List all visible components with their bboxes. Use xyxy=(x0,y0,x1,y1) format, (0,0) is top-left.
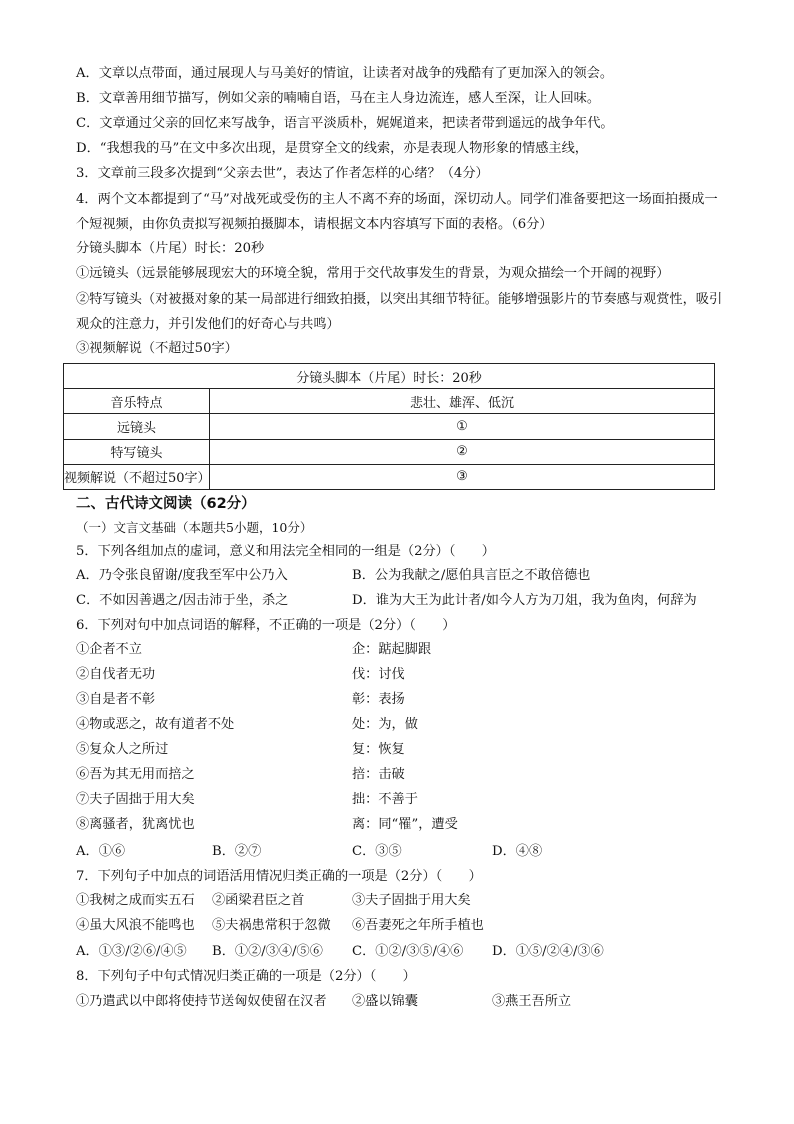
q5-option-d: D．谁为大王为此计者/如今人方为刀俎，我为鱼肉，何辞为 xyxy=(352,593,697,608)
q6-explanation: 掊：击破 xyxy=(352,767,405,782)
option-c: C．文章通过父亲的回忆来写战争，语言平淡质朴，娓娓道来，把读者带到遥远的战争年代。 xyxy=(76,116,614,131)
question-3: 3．文章前三段多次提到“父亲去世”，表达了作者怎样的心绪？（4分） xyxy=(76,166,489,181)
q7-item: ④虽大风浪不能鸣也 xyxy=(76,918,195,933)
option-a: A．文章以点带面，通过展现人与马美好的情谊，让读者对战争的残酷有了更加深入的领会。 xyxy=(76,66,614,81)
q8-item: ①乃遣武以中郎将使持节送匈奴使留在汉者 xyxy=(76,994,327,1009)
q6-option-b: B．②⑦ xyxy=(212,844,262,859)
q5-option-b: B．公为我献之/愿伯具言臣之不敢倍德也 xyxy=(352,568,591,583)
subsection-heading: （一）文言文基础（本题共5小题，10分） xyxy=(76,520,313,535)
q7-item: ③夫子固拙于用大矣 xyxy=(352,893,471,908)
q5-option-c: C．不如因善遇之/因击沛于坐，杀之 xyxy=(76,593,289,608)
table-cell-value: ① xyxy=(210,414,715,439)
q6-explanation: 伐：讨伐 xyxy=(352,667,405,682)
q8-item: ②盛以锦囊 xyxy=(352,994,418,1009)
table-cell-label: 特写镜头 xyxy=(64,439,210,464)
q6-explanation: 离：同“罹”，遭受 xyxy=(352,817,458,832)
question-4: 4．两个文本都提到了“马”对战死或受伤的主人不离不弃的场面，深切动人。同学们准备要把这一场面拍摄成一个短视频，由你负责拟写视频拍摄脚本，请根据文本内容填写下面的表格。（6分） xyxy=(76,192,718,232)
question-7: 7．下列句子中加点的词语活用情况归类正确的一项是（2分）（ ） xyxy=(76,869,482,884)
q7-option-d: D．①⑤/②④/③⑥ xyxy=(492,944,604,959)
q6-option-d: D．④⑧ xyxy=(492,844,543,859)
q7-item: ⑥吾妻死之年所手植也 xyxy=(352,918,484,933)
table-cell-value: 悲壮、雄浑、低沉 xyxy=(210,389,715,414)
table-title: 分镜头脚本（片尾）时长：20秒 xyxy=(64,364,715,389)
question-6: 6．下列对句中加点词语的解释，不正确的一项是（2分）（ ） xyxy=(76,618,456,633)
table-cell-label: 远镜头 xyxy=(64,414,210,439)
table-row xyxy=(64,464,715,489)
option-b: B．文章善用细节描写，例如父亲的喃喃自语，马在主人身边流连，感人至深，让人回味。 xyxy=(76,91,600,106)
note-long-shot: ①远镜头（远景能够展现宏大的环境全貌，常用于交代故事发生的背景，为观众描绘一个开阔的视野） xyxy=(76,266,670,281)
q6-sentence: ⑥吾为其无用而掊之 xyxy=(76,767,195,782)
table-row xyxy=(64,439,715,464)
note-closeup: ②特写镜头（对被摄对象的某一局部进行细致拍摄，以突出其细节特征。能够增强影片的节奏感与观赏性，吸引观众的注意力，并引发他们的好奇心与共鸣） xyxy=(76,292,723,332)
q6-option-a: A．①⑥ xyxy=(76,844,126,859)
q5-option-a: A．乃令张良留谢/度我至军中公乃入 xyxy=(76,568,288,583)
table-cell-label: 音乐特点 xyxy=(64,389,210,414)
note-narration: ③视频解说（不超过50字） xyxy=(76,341,238,356)
table-cell-value: ③ xyxy=(210,464,715,489)
q6-option-c: C．③⑤ xyxy=(352,844,402,859)
q7-item: ②函梁君臣之首 xyxy=(212,893,305,908)
q7-option-a: A．①③/②⑥/④⑤ xyxy=(76,944,187,959)
script-header-text: 分镜头脚本（片尾）时长：20秒 xyxy=(76,241,265,256)
q6-sentence: ⑦夫子固拙于用大矣 xyxy=(76,792,195,807)
q6-explanation: 复：恢复 xyxy=(352,742,405,757)
q6-sentence: ⑤复众人之所过 xyxy=(76,742,169,757)
q8-item: ③燕王吾所立 xyxy=(492,994,572,1009)
question-5: 5．下列各组加点的虚词，意义和用法完全相同的一组是（2分）（ ） xyxy=(76,544,495,559)
q7-item: ⑤夫祸患常积于忽微 xyxy=(212,918,331,933)
q6-sentence: ⑧离骚者，犹离忧也 xyxy=(76,817,195,832)
table-row xyxy=(64,414,715,439)
storyboard-table xyxy=(63,363,715,490)
section-heading: 二、古代诗文阅读（62分） xyxy=(76,496,256,512)
table-cell-value: ② xyxy=(210,439,715,464)
q6-sentence: ④物或恶之，故有道者不处 xyxy=(76,717,235,732)
option-d: D．“我想我的马”在文中多次出现，是贯穿全文的线索，亦是表现人物形象的情感主线， xyxy=(76,141,588,156)
q6-explanation: 彰：表扬 xyxy=(352,692,405,707)
q6-explanation: 企：踮起脚跟 xyxy=(352,642,432,657)
q6-explanation: 处：为，做 xyxy=(352,717,418,732)
q6-explanation: 拙：不善于 xyxy=(352,792,418,807)
q6-sentence: ①企者不立 xyxy=(76,642,142,657)
table-row xyxy=(64,389,715,414)
question-8: 8．下列句子中句式情况归类正确的一项是（2分）（ ） xyxy=(76,969,416,984)
q7-item: ①我树之成而实五石 xyxy=(76,893,195,908)
table-cell-label: 视频解说（不超过50字） xyxy=(64,464,210,489)
table-row xyxy=(64,364,715,389)
q6-sentence: ③自是者不彰 xyxy=(76,692,156,707)
q7-option-c: C．①②/③⑤/④⑥ xyxy=(352,944,464,959)
q7-option-b: B．①②/③④/⑤⑥ xyxy=(212,944,323,959)
q6-sentence: ②自伐者无功 xyxy=(76,667,156,682)
